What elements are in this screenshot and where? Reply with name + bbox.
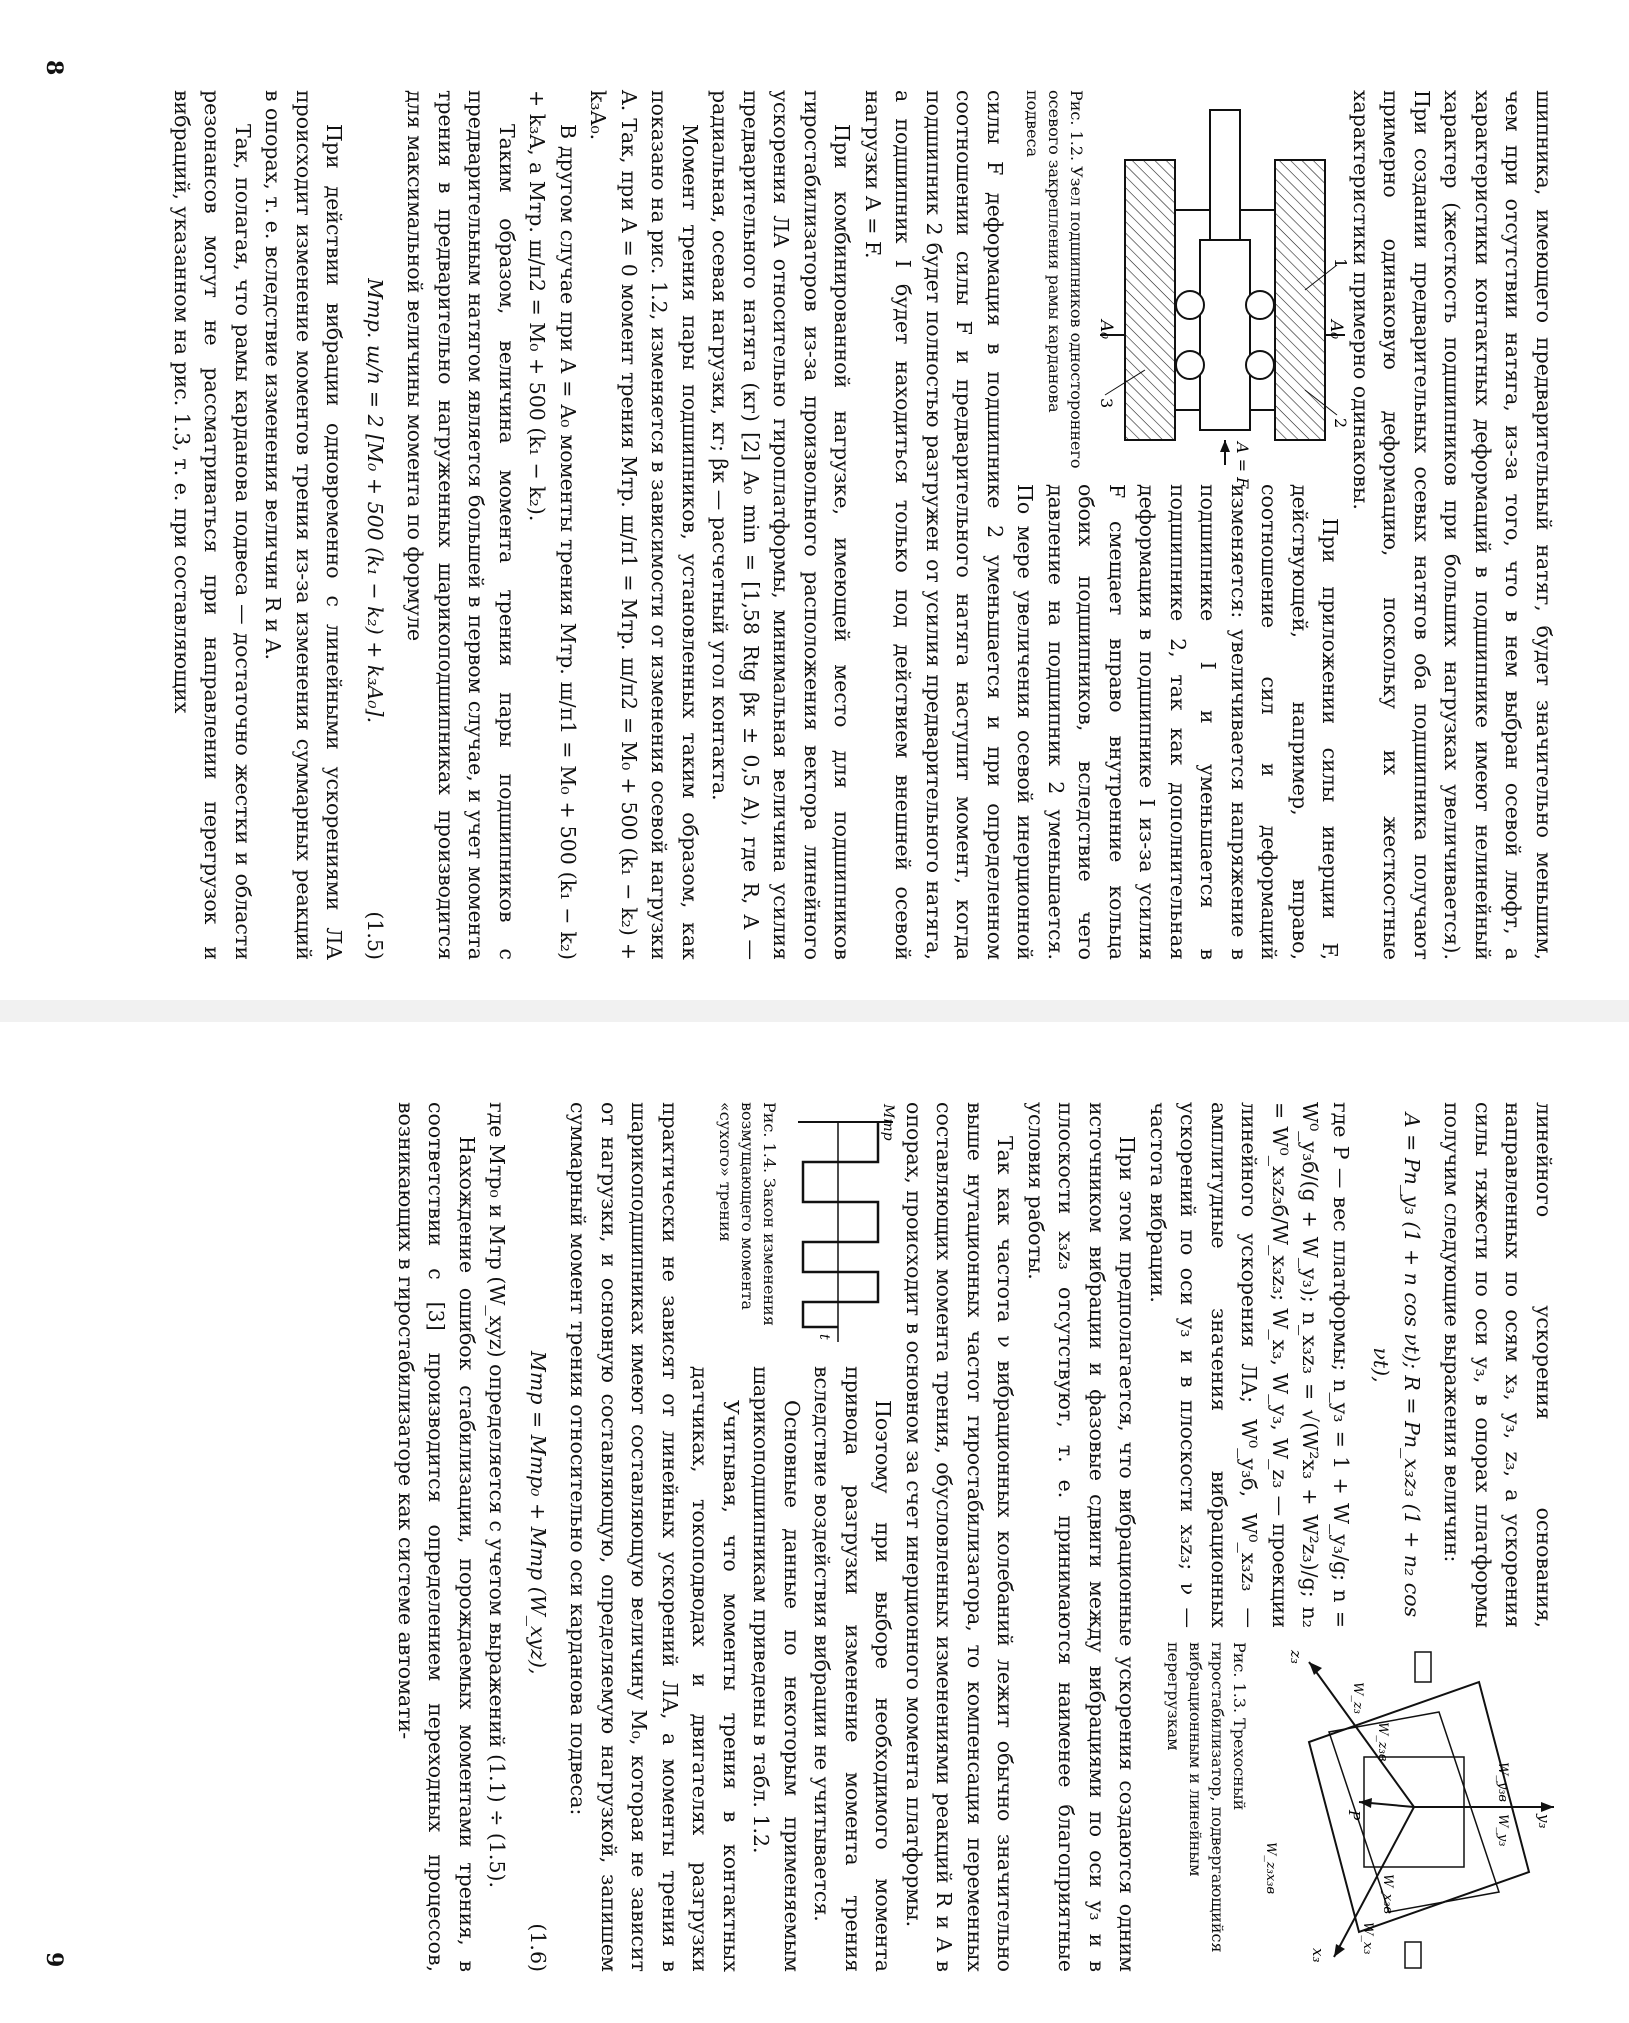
paragraph: Основные данные по некоторым применяемым шарикоподшипникам приведены в табл. 1.2. <box>749 1366 804 1972</box>
axis-t: t <box>816 1334 833 1340</box>
paragraph: Момент трения пары подшипников, установленных таким образом, как показано на рис. 1.2, изменяется в зависимости от изменения осевой нагрузки A. Так, при A = 0 момент трения Mтр. ш/п1 = Mтр. ш/п2 = M₀ + 500 (k₁ − k₂) + k₃A₀. <box>586 90 702 960</box>
paragraph: При приложении силы инерции F, действующей, например, вправо, соотношение сил и деформаций изменяется: увеличивается напряжение в подшипнике I и уменьшается в подшипнике 2, так как дополнительная деформация в подшипнике I из-за усилия F смещает вправо внутренние кольца обоих подшипников, вследствие чего давление на подшипник 2 уменьшается. По мере увеличения осевой инерционной силы F деформация в подшипнике 2 уменьшается и при определенном соотношении силы F и предварительного натяга наступит момент, когда подшипник 2 будет полностью разгружен от усилия предварительного натяга, а подшипник I будет находиться только под действием внешней осевой нагрузки A = F. <box>861 90 1343 960</box>
bearing-assembly-drawing <box>1096 90 1351 489</box>
formula-1-6 <box>523 1102 554 1972</box>
figure-1-4 <box>714 1102 899 1352</box>
label-wz3v: W_z₃в <box>1375 1722 1390 1762</box>
label-wz3: W_z₃ <box>1350 1682 1365 1714</box>
label-3: 3 <box>1097 398 1117 409</box>
paragraph: Так, полагая, что рамы карданова подвеса — достаточно жестки и области резонансов могут не рассматриваться при направлении перегрузок и вибраций, указанном на рис. 1.3, т. е. при составляющих <box>170 90 255 960</box>
axis-mtr: Mтр <box>880 1104 897 1141</box>
paragraph: шипника, имеющего предварительный натяг, будет значительно меньшим, чем при отсутствии натяга, из-за того, что в нем выбран осевой люфт, а характеристики контактных деформаций в подшипнике имеют нелинейный характер (жесткость подшипников при больших нагрузках увеличивается). При создании предварительных осевых натягов оба подшипника получают примерно одинаковую деформацию, поскольку их жесткостные характеристики примерно одинаковы. <box>1349 90 1556 960</box>
label-a0-bottom: A₀ <box>1096 320 1117 340</box>
paragraph: При этом предполагается, что вибрационные ускорения создаются одним источником вибрации и фазовые сдвиги между вибрациями по оси y₃ и в плоскости x₃z₃ отсутствуют, т. е. принимаются наименее благоприятные условия работы. <box>1024 1102 1140 1972</box>
page-8-body <box>167 90 1560 960</box>
figure-1-2 <box>1021 90 1351 489</box>
gyrostabilizer-drawing <box>1259 1642 1559 1972</box>
label-1: 1 <box>1331 258 1351 269</box>
paragraph: Так как частота ν вибрационных колебаний лежит обычно значительно выше нутационных частот гиростабилизатора, то компенсация переменных составляющих момента трения, обусловленных изменениями реакций R и A в опорах, происходит в основном за счет инерционного момента платформы. <box>902 1102 1018 1972</box>
figure-1-3-caption: Рис. 1.3. Трехосный гиростабилизатор, подвергающийся вибрационным и линейным перегрузкам <box>1164 1642 1250 1953</box>
paragraph: При действии вибрации одновременно с линейными ускорениями ЛА происходит изменение моментов трения из-за изменения суммарных реакций в опорах, т. е. вследствие изменения величин R и A. <box>261 90 347 960</box>
paragraph: где P — вес платформы; n_y₃ = 1 + W_y₃/g; n = W⁰_y₃б/(g + W_y₃); n_x₃z₃ = √(W²x₃ + W²z₃)/g; n₂ = W⁰_x₃z₃б/W_x₃z₃; W_x₃, W_y₃, W_z₃ — проекции линейного ускорения ЛА; W⁰_y₃б, W⁰_x₃z₃ — амплитудные значения вибрационных ускорений по оси y₃ и в плоскости x₃z₃; ν — частота вибрации. <box>1146 1102 1353 1628</box>
label-wx3: W_x₃ <box>1360 1922 1375 1955</box>
label-p: P <box>1345 1810 1363 1821</box>
label-wx3v: W_x₃в <box>1380 1874 1395 1914</box>
formula-1-5-body: Mтр. ш/п = 2 [M₀ + 500 (k₁ − k₂) + k₃A₀]. <box>363 278 387 724</box>
page-number: 9 <box>41 1952 67 1968</box>
figure-1-2-caption: Рис. 1.2. Узел подшипников одностороннего осевого закрепления рамы карданова подвеса <box>1023 90 1086 469</box>
paragraph: Поэтому при выборе необходимого момента привода разгрузки изменение момента трения вследствие воздействия вибрации не учитывается. <box>810 1366 896 1972</box>
label-wz3x3v: W_z₃x₃в <box>1263 1842 1278 1895</box>
axis-x3: x₃ <box>1309 1948 1327 1963</box>
page-8 <box>0 0 1629 1011</box>
label-wy3: W_y₃ <box>1495 1814 1510 1847</box>
formula-1-5 <box>360 90 391 960</box>
formula-1-6-number: (1.6) <box>526 1923 550 1972</box>
figure-1-4-caption: Рис. 1.4. Закон изменения возмущающего момента «сухого» трения <box>716 1102 779 1326</box>
label-a0-top: A₀ <box>1326 320 1347 340</box>
formula-main <box>1366 1102 1427 1628</box>
page-9 <box>0 1012 1629 2023</box>
paragraph: При комбинированной нагрузке, имеющей место для подшипников гиростабилизаторов из-за произвольного расположения вектора линейного ускорения ЛА относительно гироплатформы, минимальная величина усилия предварительного натяга (кг) [2] A₀ min = [1,58 Rtg βк ± 0,5 A), где R, A — радиальная, осевая нагрузки, кг; βк — расчетный угол контакта. <box>708 90 855 960</box>
paragraph: Учитывая, что моменты трения в контактных датчиках, токоподводах и двигателях разгрузки практически не зависят от линейных ускорений ЛА, а моменты трения в шарикоподшипниках имеют составляющую величину M₀, которая не зависит от нагрузки, и основную составляющую, определяемую нагрузкой, запишем суммарный момент трения относительно оси карданова подвеса: <box>566 1102 743 1972</box>
label-wy3v: W_y₃в <box>1495 1762 1510 1802</box>
axis-z3: z₃ <box>1287 1650 1305 1664</box>
formula-1-5-number: (1.5) <box>363 911 387 960</box>
paragraph: линейного ускорения основания, направленных по осям x₃, y₃, z₃, а ускорения силы тяжести по оси y₃, в опорах платформы получим следующие выражения величин: <box>1440 1102 1556 1628</box>
page-9-body <box>391 1102 1560 1972</box>
friction-moment-graph <box>789 1102 899 1352</box>
paragraph: В другом случае при A = A₀ моменты трения Mтр. ш/п1 = M₀ + 500 (k₁ − k₂) + k₃A, а Mтр. ш/п2 = M₀ + 500 (k₁ − k₂). <box>525 90 580 960</box>
paragraph: Таким образом, величина момента трения пары подшипников с предварительным натягом является большей в первом случае, и учет момента трения в предварительно нагруженных шарикоподшипниках производится для максимальной величины момента по формуле <box>403 90 519 960</box>
paragraph: Нахождение ошибок стабилизации, порождаемых моментами трения, в соответствии с [3] производится определением переходных процессов, возникающих в гиростабилизаторе как системе автомати- <box>394 1102 479 1972</box>
formula-main-body: A = Pn_y₃ (1 + n cos νt); R = Pn_x₃z₃ (1 + n₂ cos νt), <box>1369 1112 1424 1618</box>
page-number: 8 <box>41 60 67 76</box>
label-2: 2 <box>1331 418 1351 429</box>
figure-1-3 <box>1163 1642 1560 1972</box>
label-force: A = F <box>1233 442 1253 489</box>
formula-1-6-body: Mтр = Mтр₀ + Mтр (W_xyz), <box>526 1350 550 1675</box>
axis-y3: y₃ <box>1535 1814 1553 1829</box>
paragraph: где Mтр₀ и Mтр (W_xyz) определяется с учетом выражений (1.1) ÷ (1.5). <box>485 1102 510 1889</box>
